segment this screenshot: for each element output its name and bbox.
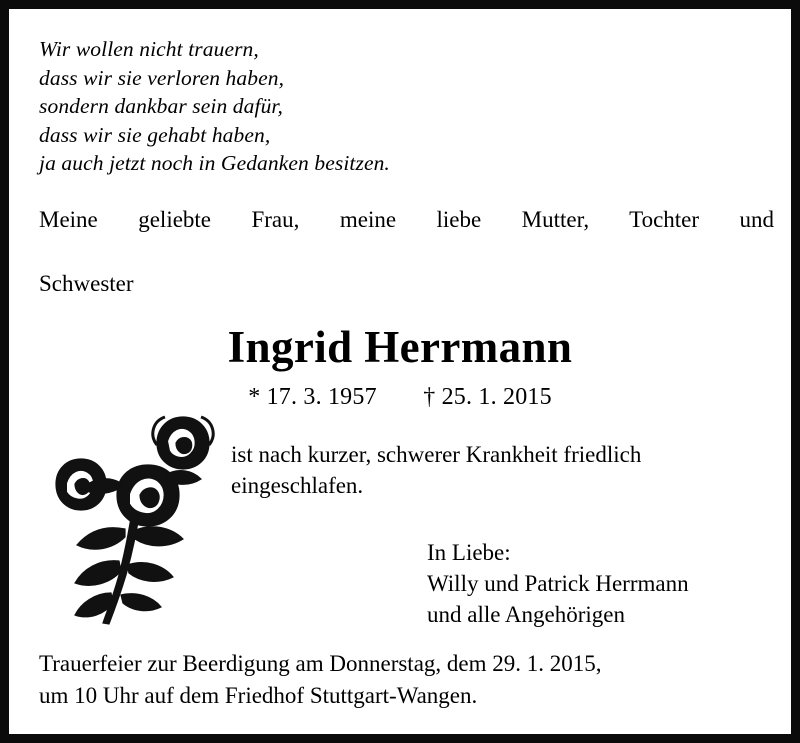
intro-line-2: Schwester bbox=[39, 270, 134, 296]
deceased-name: Ingrid Herrmann bbox=[227, 321, 573, 372]
closing-line-2: und alle Angehörigen bbox=[427, 601, 626, 627]
rose-icon bbox=[33, 379, 218, 629]
funeral-line-1: Trauerfeier zur Beerdigung am Donnerstag, dem 29. 1. 2015, bbox=[39, 651, 602, 676]
intro-line-1: Meine geliebte Frau, meine liebe Mutter, Tochter und bbox=[39, 206, 774, 232]
closing-label: In Liebe: bbox=[427, 539, 511, 565]
birth-date: * 17. 3. 1957 bbox=[248, 383, 377, 410]
verse-line-1: Wir wollen nicht trauern, bbox=[39, 37, 259, 61]
closing-block bbox=[427, 537, 761, 630]
death-date: † 25. 1. 2015 bbox=[423, 383, 552, 410]
intro-block bbox=[39, 204, 774, 300]
body-text bbox=[231, 439, 791, 501]
body-line-2: eingeschlafen. bbox=[231, 472, 364, 498]
closing-line-1: Willy und Patrick Herrmann bbox=[427, 570, 689, 596]
verse-line-4: dass wir sie gehabt haben, bbox=[39, 122, 271, 147]
verse-line-2: dass wir sie verloren haben, bbox=[39, 65, 285, 90]
verse-line-3: sondern dankbar sein dafür, bbox=[39, 94, 283, 118]
verse-line-5: ja auch jetzt noch in Gedanken besitzen. bbox=[39, 151, 390, 175]
body-line-1: ist nach kurzer, schwerer Krankheit friedlich bbox=[231, 441, 642, 467]
verse-block bbox=[39, 35, 761, 178]
funeral-details bbox=[39, 648, 761, 712]
funeral-line-2: um 10 Uhr auf dem Friedhof Stuttgart-Wangen. bbox=[39, 683, 478, 708]
